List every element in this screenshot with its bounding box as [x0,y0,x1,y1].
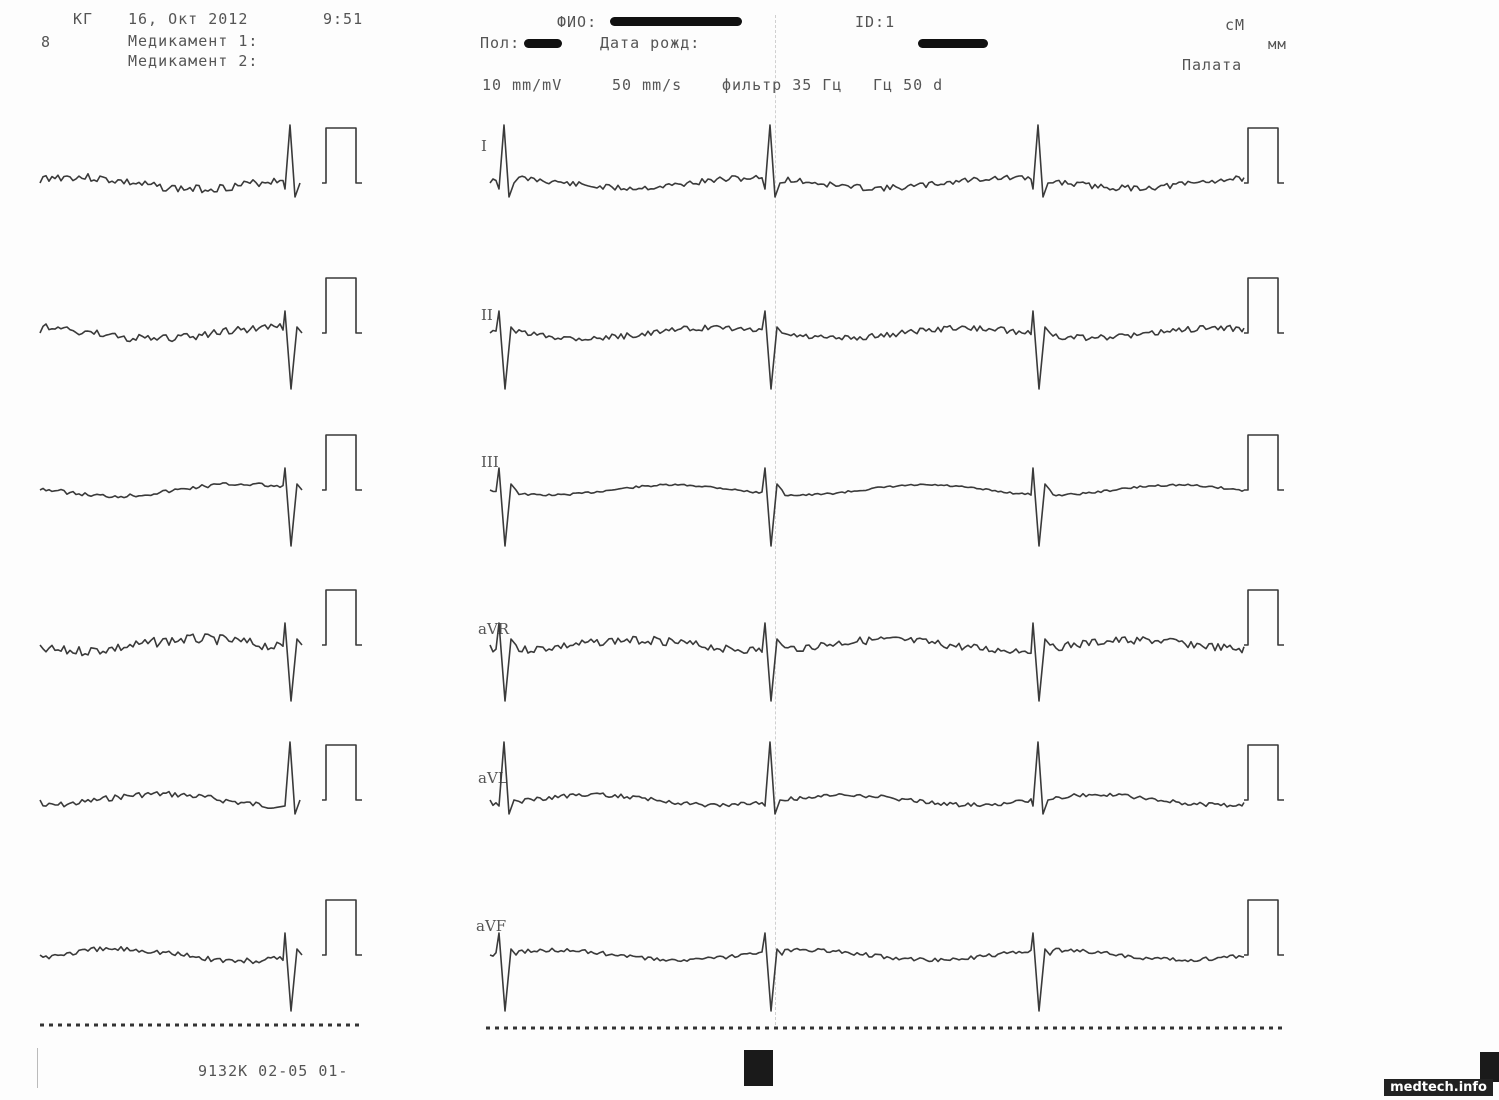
ecg-trace-right-1 [490,125,1244,197]
calibration-pulse-right-2 [1244,278,1284,333]
birth-date-label: Дата рожд: [600,34,701,52]
ecg-trace-left-2 [40,311,302,389]
calibration-pulse-left-1 [322,128,362,183]
ecg-trace-left-1 [40,125,300,197]
lead-label-iii: III [481,453,499,471]
ward-label: Палата [1182,56,1243,74]
calibration-pulse-right-6 [1244,900,1284,955]
calibration-pulse-left-5 [322,745,362,800]
mains-filter-setting: Гц 50 d [873,76,944,94]
gain-setting: 10 mm/mV [482,76,563,94]
lead-label-ii: II [481,306,493,324]
medication-1-label: Медикамент 1: [128,32,259,50]
medication-2-label: Медикамент 2: [128,52,259,70]
patient-id-label: ID:1 [855,13,896,31]
calibration-pulse-right-5 [1244,745,1284,800]
calibration-pulse-right-1 [1244,128,1284,183]
calibration-pulse-left-4 [322,590,362,645]
device-code: 9132K 02-05 01- [198,1062,349,1080]
lead-label-avl: aVL [478,769,508,787]
lead-label-i: I [481,137,487,155]
ecg-trace-right-4 [490,623,1244,701]
ecg-trace-right-6 [490,933,1244,1011]
ecg-trace-left-6 [40,933,302,1011]
margin-mark: 8 [41,33,52,51]
lead-label-avf: aVF [476,917,507,935]
ecg-trace-left-5 [40,742,300,814]
filter-setting: фильтр 35 Гц [722,76,843,94]
calibration-pulse-left-3 [322,435,362,490]
speed-setting: 50 mm/s [612,76,683,94]
units-cm-label: cM [1225,16,1246,34]
record-date: 16, Окт 2012 [128,10,249,28]
mode-label: КГ [73,10,94,28]
calibration-pulse-left-6 [322,900,362,955]
ecg-trace-right-2 [490,311,1244,389]
ecg-trace-right-5 [490,742,1244,814]
calibration-pulse-right-3 [1244,435,1284,490]
record-time: 9:51 [323,10,364,28]
ecg-trace-left-3 [40,468,302,546]
patient-name-label: ФИО: [557,13,598,31]
sex-label: Пол: [480,34,521,52]
calibration-pulse-left-2 [322,278,362,333]
paper-marker [1480,1052,1499,1082]
ecg-trace-left-4 [40,623,302,701]
calibration-pulse-right-4 [1244,590,1284,645]
units-mm-label: мм [1268,37,1287,53]
lead-label-avr: aVR [478,620,510,638]
paper-marker [744,1050,773,1086]
site-watermark: medtech.info [1384,1079,1493,1096]
ecg-trace-right-3 [490,468,1244,546]
